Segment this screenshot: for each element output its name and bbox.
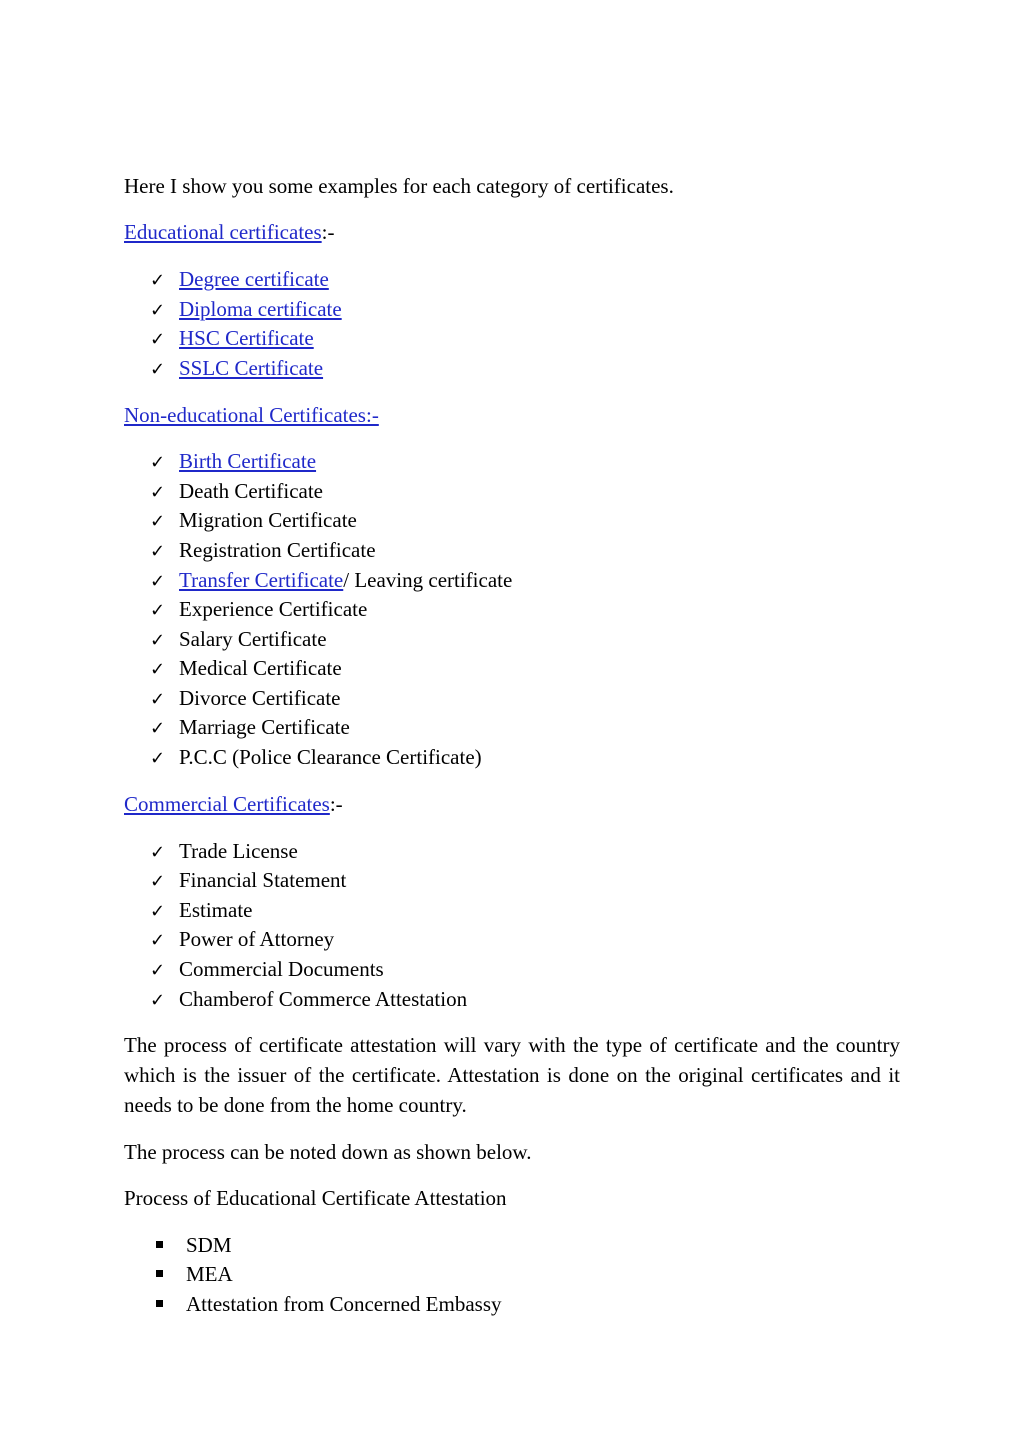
non-educational-heading (124, 403, 379, 427)
check-icon: ✓ (150, 871, 166, 892)
list-item-label: Death Certificate (179, 479, 324, 503)
attestation-paragraph: The process of certificate attestation will vary with the type of certificate and the country which is the issuer of the certificate. Attestation is done on the original certificates and it needs to be done from the home country. (124, 1033, 900, 1117)
list-item-label: / Leaving certificate (343, 568, 513, 592)
list-item (150, 449, 316, 475)
list-item (150, 745, 482, 771)
educational-heading-suffix: :- (321, 220, 335, 244)
commercial-heading-suffix: :- (329, 792, 343, 816)
non-educational-certificates-link[interactable]: Non-educational Certificates:- (124, 403, 379, 427)
list-item (150, 568, 512, 594)
diploma-certificate-link[interactable]: Diploma certificate (179, 297, 342, 321)
list-item-label: Registration Certificate (179, 538, 376, 562)
process-note: The process can be noted down as shown below. (124, 1140, 532, 1164)
check-icon: ✓ (150, 511, 166, 532)
list-item (150, 508, 357, 534)
list-item-label: Power of Attorney (179, 927, 335, 951)
list-item (150, 538, 376, 564)
list-item (150, 987, 467, 1013)
list-item-label: Trade License (179, 839, 298, 863)
list-item (150, 898, 252, 924)
commercial-certificates-link[interactable]: Commercial Certificates (124, 792, 330, 816)
list-item (150, 627, 327, 653)
check-icon: ✓ (150, 300, 166, 321)
square-bullet-icon (156, 1300, 163, 1307)
birth-certificate-link[interactable]: Birth Certificate (179, 449, 317, 473)
check-icon: ✓ (150, 842, 166, 863)
list-item-label: Migration Certificate (179, 508, 357, 532)
list-item (150, 597, 367, 623)
list-item-label: Attestation from Concerned Embassy (186, 1292, 502, 1316)
list-item-label: Chamberof Commerce Attestation (179, 987, 468, 1011)
list-item (150, 927, 334, 953)
educational-heading (124, 220, 334, 244)
list-item (150, 297, 342, 323)
check-icon: ✓ (150, 630, 166, 651)
list-item (156, 1292, 502, 1316)
check-icon: ✓ (150, 960, 166, 981)
commercial-heading (124, 792, 343, 816)
list-item-label: Medical Certificate (179, 656, 342, 680)
check-icon: ✓ (150, 930, 166, 951)
check-icon: ✓ (150, 659, 166, 680)
list-item (150, 479, 323, 505)
transfer-certificate-link[interactable]: Transfer Certificate (179, 568, 344, 592)
square-bullet-icon (156, 1241, 163, 1248)
square-bullet-icon (156, 1270, 163, 1277)
list-item (150, 715, 350, 741)
check-icon: ✓ (150, 541, 166, 562)
check-icon: ✓ (150, 718, 166, 739)
list-item-label: Marriage Certificate (179, 715, 350, 739)
list-item-label: MEA (186, 1262, 233, 1286)
check-icon: ✓ (150, 359, 166, 380)
list-item (150, 356, 323, 382)
hsc-certificate-link[interactable]: HSC Certificate (179, 326, 314, 350)
list-item (150, 326, 314, 352)
check-icon: ✓ (150, 748, 166, 769)
list-item-label: Salary Certificate (179, 627, 327, 651)
check-icon: ✓ (150, 270, 166, 291)
list-item-label: SDM (186, 1233, 232, 1257)
check-icon: ✓ (150, 990, 166, 1011)
sslc-certificate-link[interactable]: SSLC Certificate (179, 356, 324, 380)
list-item-label: Financial Statement (179, 868, 347, 892)
list-item (156, 1233, 232, 1257)
list-item (150, 839, 298, 865)
check-icon: ✓ (150, 452, 166, 473)
list-item (150, 686, 341, 712)
list-item (150, 957, 384, 983)
list-item-label: Commercial Documents (179, 957, 384, 981)
educational-certificates-link[interactable]: Educational certificates (124, 220, 322, 244)
list-item (150, 656, 342, 682)
list-item-label: Estimate (179, 898, 253, 922)
list-item-label: Experience Certificate (179, 597, 368, 621)
degree-certificate-link[interactable]: Degree certificate (179, 267, 329, 291)
check-icon: ✓ (150, 571, 166, 592)
intro-text: Here I show you some examples for each category of certificates. (124, 174, 674, 198)
check-icon: ✓ (150, 600, 166, 621)
process-title: Process of Educational Certificate Attestation (124, 1186, 507, 1210)
list-item (156, 1262, 233, 1286)
check-icon: ✓ (150, 689, 166, 710)
list-item (150, 868, 346, 894)
list-item-label: P.C.C (Police Clearance Certificate) (179, 745, 482, 769)
check-icon: ✓ (150, 329, 166, 350)
check-icon: ✓ (150, 901, 166, 922)
list-item (150, 267, 329, 293)
list-item-label: Divorce Certificate (179, 686, 341, 710)
check-icon: ✓ (150, 482, 166, 503)
